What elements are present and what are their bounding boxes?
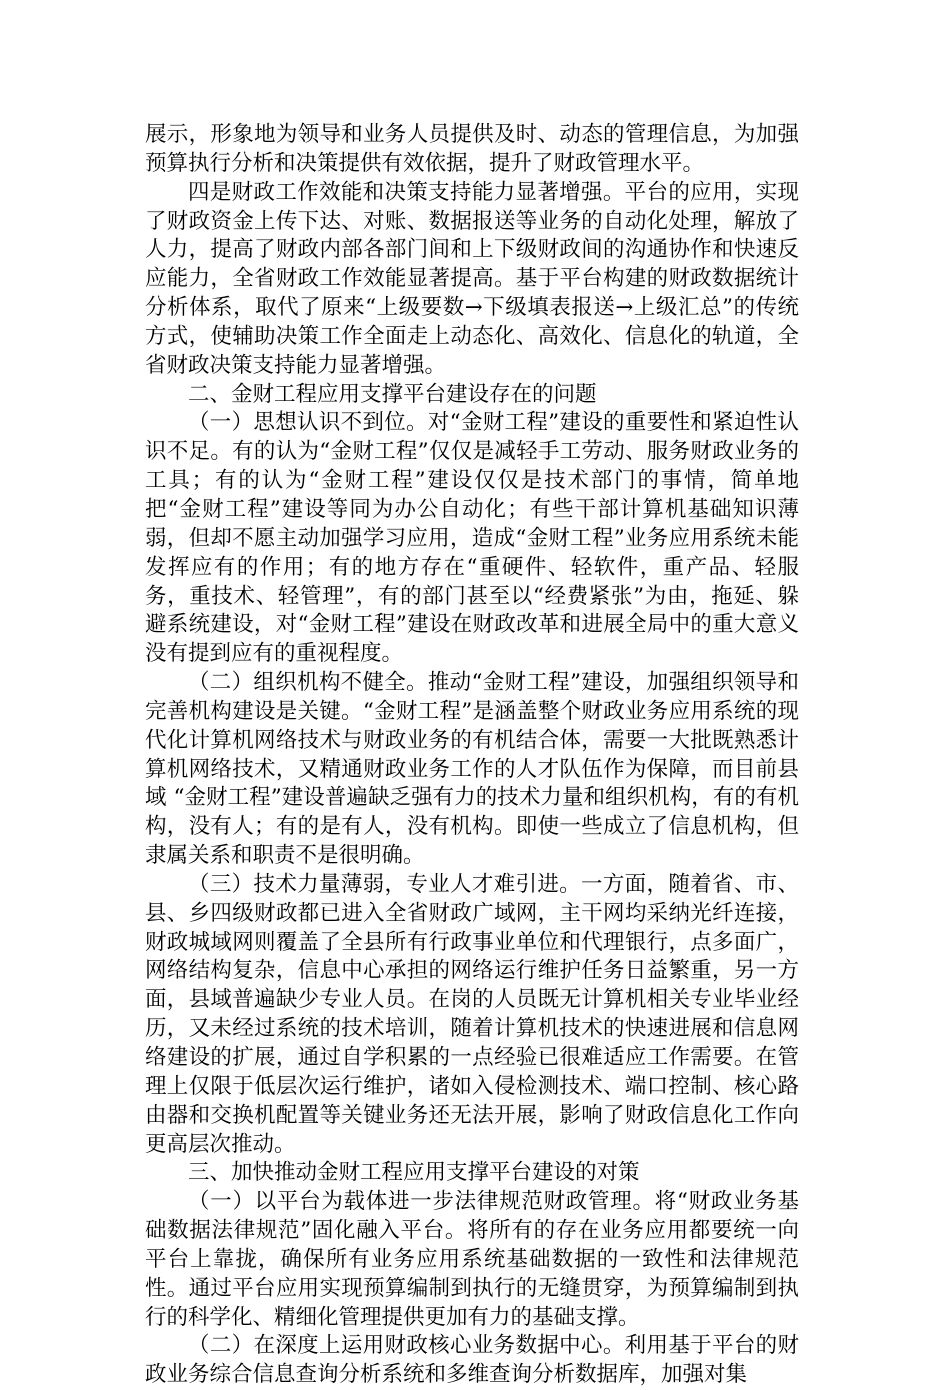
body-paragraph-7: （二）在深度上运用财政核心业务数据中心。利用基于平台的财政业务综合信息查询分析系统和多维查询分析数据库，加强对集 (145, 1333, 799, 1388)
body-paragraph-6: （一）以平台为载体进一步法律规范财政管理。将“财政业务基础数据法律规范”固化融入平台。将所有的存在业务应用都要统一向平台上靠拢，确保所有业务应用系统基础数据的一致性和法律规范性。通过平台应用实现预算编制到执行的无缝贯穿，为预算编制到执行的科学化、精细化管理提供更加有力的基础支撑。 (145, 1189, 799, 1330)
section-heading-3: 三、加快推动金财工程应用支撑平台建设的对策 (188, 1160, 640, 1186)
body-paragraph-3: （一）思想认识不到位。对“金财工程”建设的重要性和紧迫性认识不足。有的认为“金财工程”仅仅是减轻手工劳动、服务财政业务的工具；有的认为“金财工程”建设仅仅是技术部门的事情，简单地把“金财工程”建设等同为办公自动化；有些干部计算机基础知识薄弱，但却不愿主动加强学习应用，造成“金财工程”业务应用系统未能发挥应有的作用；有的地方存在“重硬件、轻软件，重产品、轻服务，重技术、轻管理”，有的部门甚至以“经费紧张”为由，拖延、躲避系统建设，对“金财工程”建设在财政改革和进展全局中的重大意义没有提到应有的重视程度。 (145, 410, 799, 667)
section-heading-2: 二、金财工程应用支撑平台建设存在的问题 (188, 381, 597, 407)
body-paragraph-1: 展示，形象地为领导和业务人员提供及时、动态的管理信息，为加强预算执行分析和决策提供有效依据，提升了财政管理水平。 (145, 122, 799, 176)
body-paragraph-4: （二）组织机构不健全。推动“金财工程”建设，加强组织领导和完善机构建设是关键。“金财工程”是涵盖整个财政业务应用系统的现代化计算机网络技术与财政业务的有机结合体，需要一大批既熟悉计算机网络技术，又精通财政业务工作的人才队伍作为保障，而目前县域 “金财工程”建设普遍缺乏强有力的技术力量和组织机构，有的有机构，没有人；有的是有人，没有机构。即使一些成立了信息机构，但隶属关系和职责不是很明确。 (145, 670, 799, 869)
body-paragraph-2: 四是财政工作效能和决策支持能力显著增强。平台的应用，实现了财政资金上传下达、对账、数据报送等业务的自动化处理，解放了人力，提高了财政内部各部门间和上下级财政间的沟通协作和快速反应能力，全省财政工作效能显著提高。基于平台构建的财政数据统计分析体系，取代了原来“上级要数→下级填表报送→上级汇总”的传统方式，使辅助决策工作全面走上动态化、高效化、信息化的轨道，全省财政决策支持能力显著增强。 (145, 179, 799, 378)
body-paragraph-5: （三）技术力量薄弱，专业人才难引进。一方面，随着省、市、县、乡四级财政都已进入全省财政广域网，主干网均采纳光纤连接，财政城域网则覆盖了全县所有行政事业单位和代理银行，点多面广，网络结构复杂，信息中心承担的网络运行维护任务日益繁重，另一方面，县域普遍缺少专业人员。在岗的人员既无计算机相关专业毕业经历，又未经过系统的技术培训，随着计算机技术的快速进展和信息网络建设的扩展，通过自学积累的一点经验已很难适应工作需要。在管理上仅限于低层次运行维护，诸如入侵检测技术、端口控制、核心路由器和交换机配置等关键业务还无法开展，影响了财政信息化工作向更高层次推动。 (145, 871, 799, 1157)
document-page (145, 121, 799, 1390)
